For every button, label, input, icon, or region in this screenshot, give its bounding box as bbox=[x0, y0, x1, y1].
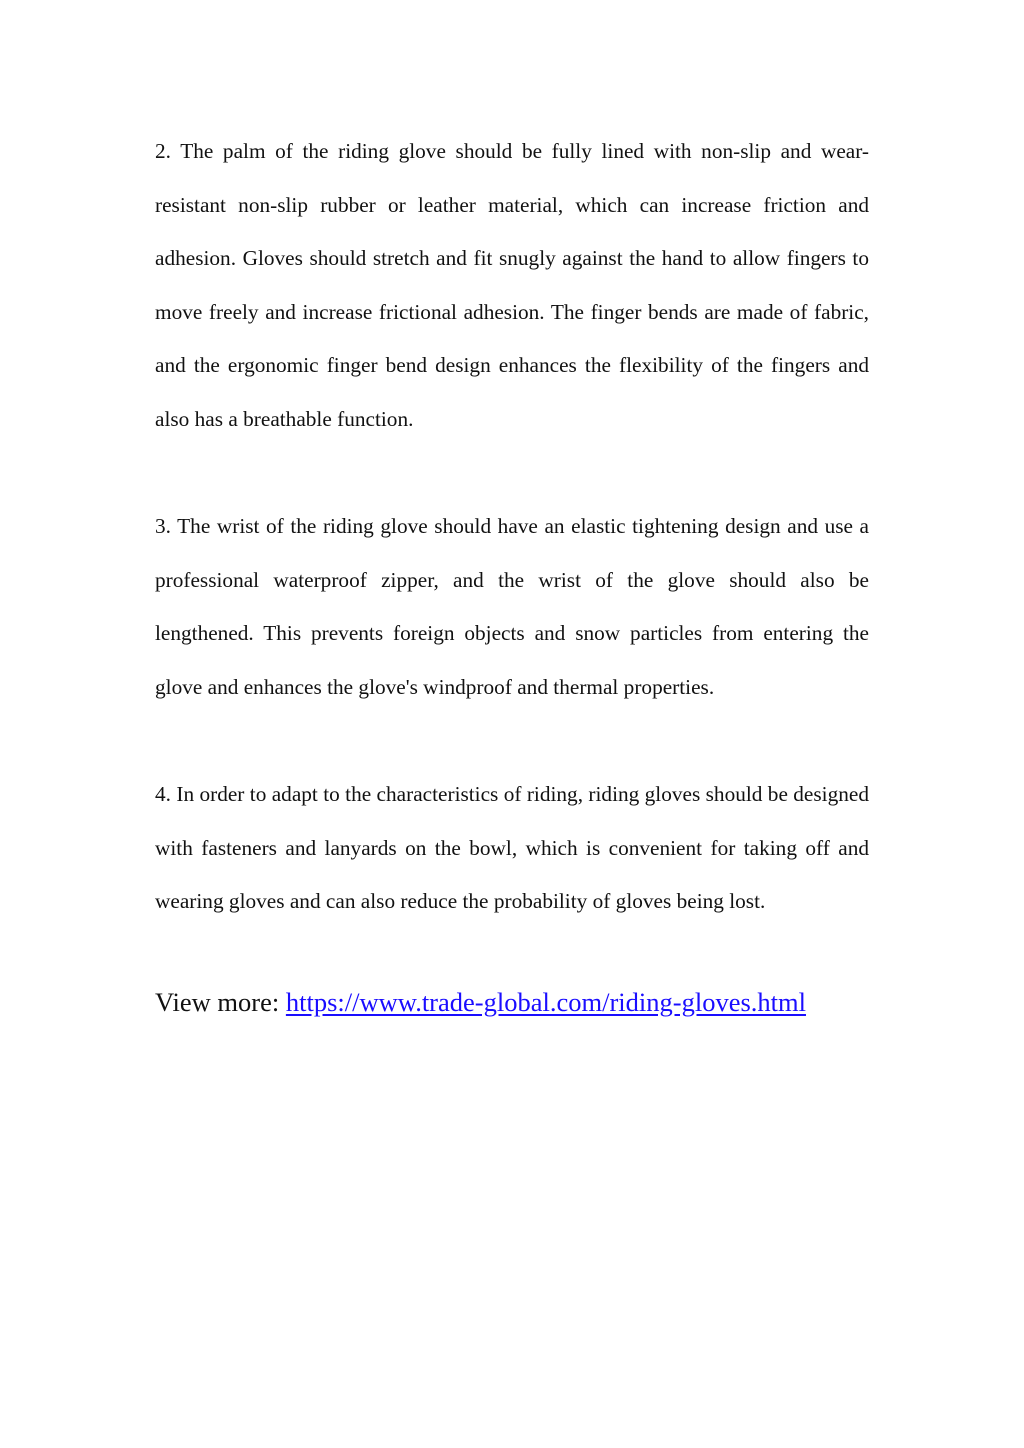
paragraph-fasteners: 4. In order to adapt to the characteristics of riding, riding gloves should be designed with fasteners and lanyards on the bowl, which is convenient for taking off and wearing gloves and can also reduce the probability of gloves being lost. bbox=[155, 782, 869, 914]
document-body bbox=[155, 125, 869, 1022]
view-more-label: View more: bbox=[155, 986, 286, 1017]
view-more-line bbox=[155, 982, 869, 1022]
paragraph-wrist: 3. The wrist of the riding glove should have an elastic tightening design and use a professional waterproof zipper, and the wrist of the glove should also be lengthened. This prevents foreign objects and snow particles from entering the glove and enhances the glove's windproof and thermal properties. bbox=[155, 514, 869, 699]
paragraph-palm: 2. The palm of the riding glove should be fully lined with non-slip and wear-resistant non-slip rubber or leather material, which can increase friction and adhesion. Gloves should stretch and fit snugly against the hand to allow fingers to move freely and increase frictional adhesion. The finger bends are made of fabric, and the ergonomic finger bend design enhances the flexibility of the fingers and also has a breathable function. bbox=[155, 139, 869, 431]
view-more-link[interactable]: https://www.trade-global.com/riding-gloves.html bbox=[285, 986, 806, 1017]
